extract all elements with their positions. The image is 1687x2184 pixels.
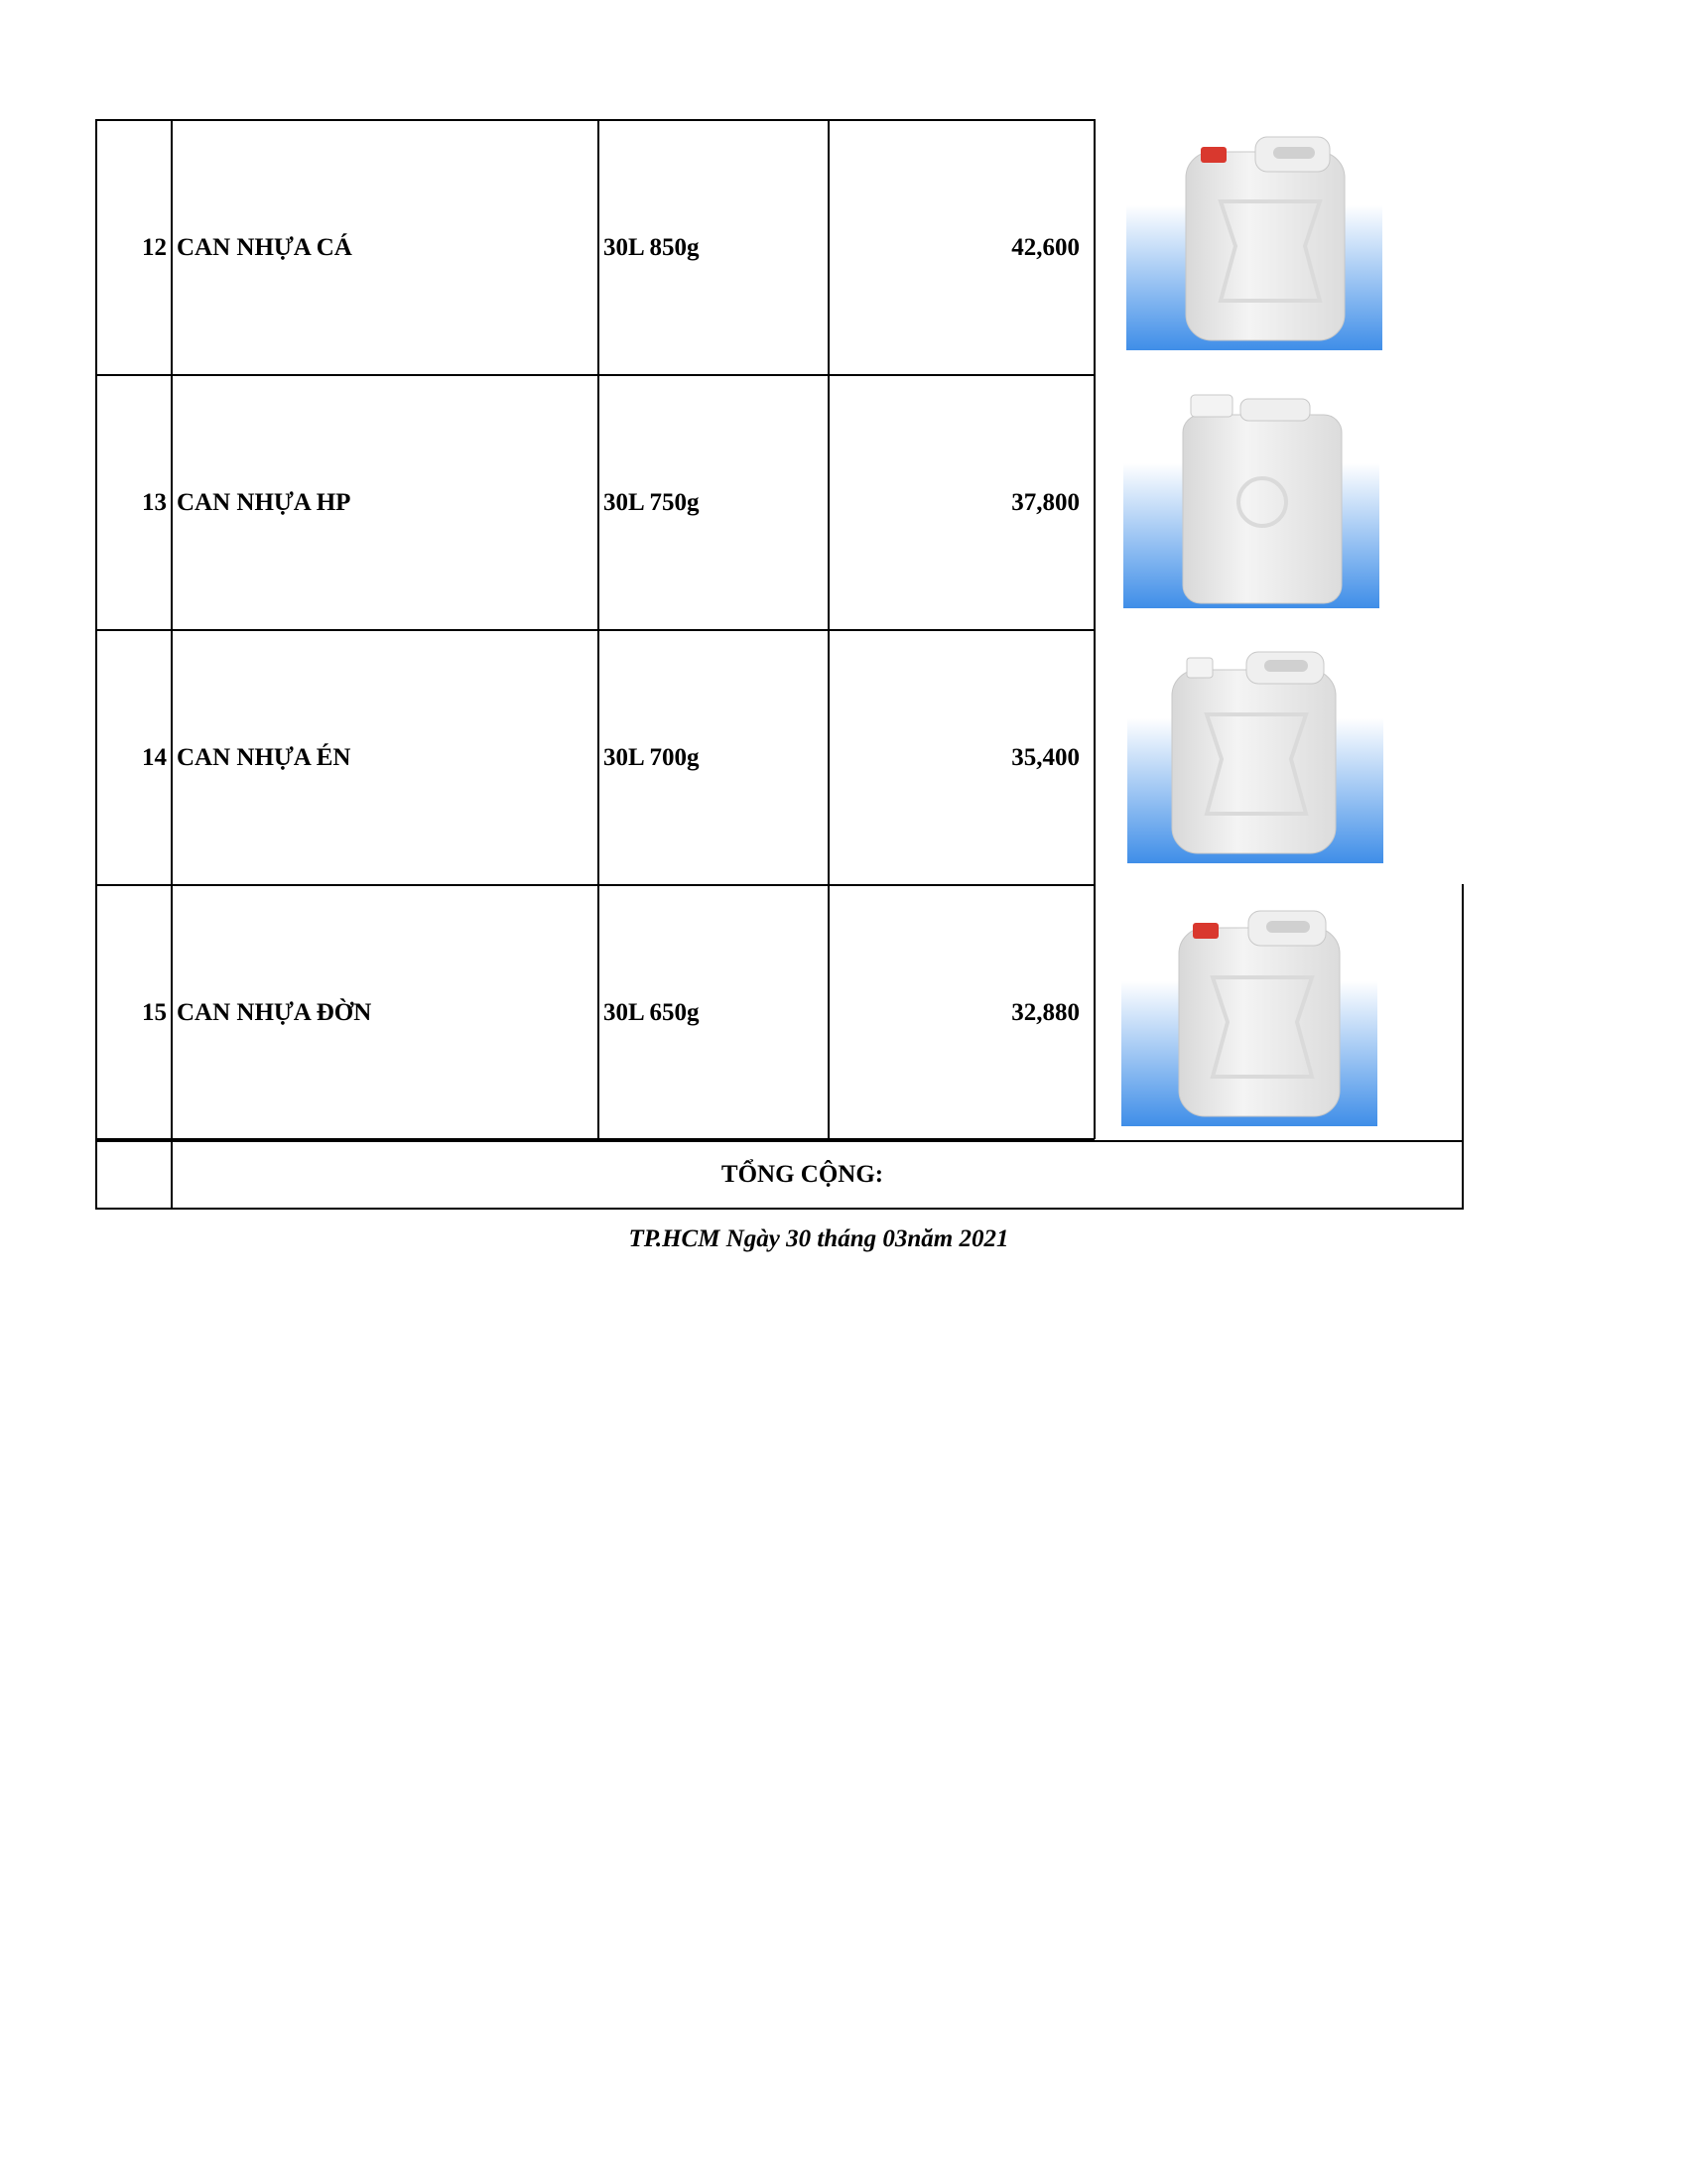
date-line: TP.HCM Ngày 30 tháng 03năm 2021	[628, 1225, 1009, 1252]
product-name: CAN NHỰA CÁ	[171, 119, 597, 374]
row-number: 15	[95, 884, 171, 1139]
total-row	[95, 1140, 1464, 1210]
row-number: 14	[95, 629, 171, 884]
row-number: 13	[95, 374, 171, 629]
product-spec: 30L 750g	[597, 374, 828, 629]
table-row	[95, 629, 1096, 884]
product-price: 42,600	[828, 119, 1096, 374]
product-image	[1126, 127, 1382, 350]
product-spec: 30L 700g	[597, 629, 828, 884]
product-price: 35,400	[828, 629, 1096, 884]
white-jerrycan-red-cap-icon	[1126, 127, 1382, 350]
product-spec: 30L 850g	[597, 119, 828, 374]
product-image	[1123, 385, 1379, 608]
product-spec: 30L 650g	[597, 884, 828, 1139]
table-border	[1462, 884, 1464, 1142]
table-row	[95, 119, 1096, 374]
white-jerrycan-white-cap-icon	[1127, 640, 1383, 863]
product-name: CAN NHỰA ĐỜN	[171, 884, 597, 1139]
total-label: TỔNG CỘNG:	[720, 1161, 884, 1188]
row-number: 12	[95, 119, 171, 374]
white-jerrycan-red-cap-icon	[1121, 903, 1377, 1126]
product-price: 37,800	[828, 374, 1096, 629]
white-jerrycan-white-cap-icon	[1123, 385, 1379, 608]
product-image	[1127, 640, 1383, 863]
table-row	[95, 884, 1096, 1139]
product-name: CAN NHỰA HP	[171, 374, 597, 629]
total-number-cell	[97, 1142, 173, 1208]
product-name: CAN NHỰA ÉN	[171, 629, 597, 884]
table-row	[95, 374, 1096, 629]
product-image	[1121, 903, 1377, 1126]
product-price: 32,880	[828, 884, 1096, 1139]
